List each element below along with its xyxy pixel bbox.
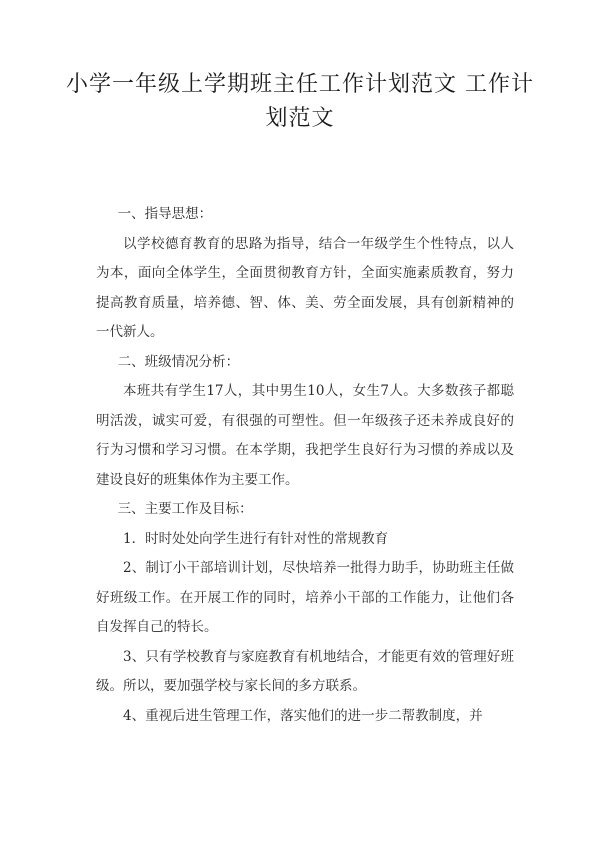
section-heading-guiding-ideology: 一、指导思想： bbox=[117, 206, 213, 222]
document-body bbox=[96, 200, 514, 731]
page-title: 小学一年级上学期班主任工作计划范文 工作计划范文 bbox=[66, 72, 534, 131]
list-item-1: 1．时时处处向学生进行有针对性的常规教育 bbox=[123, 530, 389, 547]
list-item-3: 3、只有学校教育与家庭教育有机地结合，才能更有效的管理好班级。所以，要加强学校与家长间的多方联系。 bbox=[96, 648, 514, 694]
section-heading-main-work: 三、主要工作及目标： bbox=[117, 501, 253, 517]
list-item-2: 2、制订小干部培训计划，尽快培养一批得力助手，协助班主任做好班级工作。在开展工作的同时，培养小干部的工作能力，让他们各自发挥自己的特长。 bbox=[96, 560, 514, 635]
list-item-4: 4、重视后进生管理工作，落实他们的进一步二帮教制度，并 bbox=[123, 707, 483, 724]
paragraph-class-analysis: 本班共有学生17人，其中男生10人，女生7人。大多数孩子都聪明活泼，诚实可爱，有很强的可塑性。但一年级孩子还未养成良好的行为习惯和学习习惯。在本学期，我把学生良好行为习惯的养成以及建设良好的班集体作为主要工作。 bbox=[96, 383, 514, 488]
paragraph-guiding-ideology: 以学校德育教育的思路为指导，结合一年级学生个性特点，以人为本，面向全体学生，全面贯彻教育方针，全面实施素质教育，努力提高教育质量，培养德、智、体、美、劳全面发展，具有创新精神的一代新人。 bbox=[96, 235, 514, 340]
section-heading-class-analysis: 二、班级情况分析： bbox=[117, 353, 240, 370]
